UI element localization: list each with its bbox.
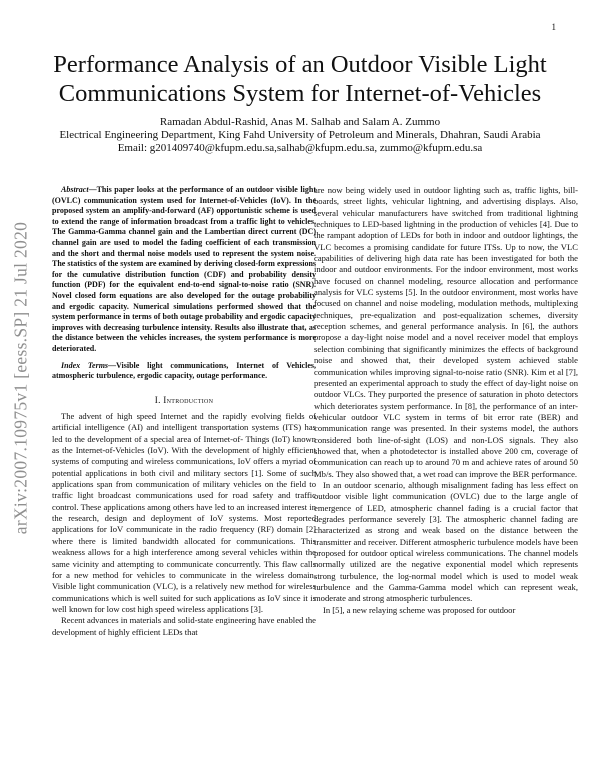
authors: Ramadan Abdul-Rashid, Anas M. Salhab and Salam A. Zummo [159, 116, 441, 128]
section-heading: I. Introduction [154, 394, 214, 405]
right-column [314, 185, 578, 616]
paragraph: are now being widely used in outdoor lighting such as, traffic lights, bill-boards, street lights, vehicular lightning, and advertising displays. Also, several vehicular manufacturers have switched from traditional lightning techniques to LED-based lightning in the production of vehicles [4]. Due to the rampant adoption of LEDs for both in indoor and outdoor lightings, the VLC becomes a promising candidate for future ITSs. Up to now, the VLC capabilities of delivering high data rate has been investigated for both the indoor and outdoor environments. For the indoor environment, most works have focused on channel modeling, resource allocation and performance analysis for VLC systems [5]. In the outdoor environment, most works have focused on channel and noise modeling, modulation methods, multiplexing techniques, pre-equalization and post-equalization schemes, diversity reception schemes, and general performance analysis. In [6], the authors propose a day-light noise model and a novel receiver model that employs selection combining that significantly minimizes the effects of background noise and showed that, their developed system achieved stable communication whiles improving signal-to-noise ratio (SNR). Kim et al [7], presented an experimental approach to study the effect of day-light noise on outdoor VLCs. They purported the presence of saturation in photo detectors which deteriorates system performance. In [8], the performance of an inter-vehicular outdoor VLC system in terms of bit error rate (BER) and communication range was presented. In their systems model, the authors considered both line-of-sight (LOS) and non-LOS signals. They also showed that, when a photodetector is installed above 200 cm, coverage of communication can reach up to around 70 m and achieve rates of around 50 Mb/s. They also showed that, a wet road can improve the BER performance. [314, 185, 578, 479]
author-block [40, 116, 560, 155]
index-terms-label: Index Terms [61, 360, 109, 370]
paragraph: In an outdoor scenario, although misalignment fading has less effect on outdoor visible light communication (OVLC) due to the large angle of emergence of LED, atmospheric channel fading is a crucial factor that degrades performance severely [3]. The atmospheric channel fading are characterized as strong and weak based on the distance between the transmitter and receiver. Different atmospheric turbulence models have been proposed for outdoor optical wireless communications. The channel models normally utilized are the negative exponential model which represents strong turbulence, the log-normal model which is used to model weak turbulence and the Gamma-Gamma model which can represent weak, moderate and strong atmospheric turbulences. [314, 479, 578, 604]
affiliation: Electrical Engineering Department, King Fahd University of Petroleum and Minerals, Dhahran, Saudi Arabia [59, 129, 541, 141]
index-terms-text: —Visible light communications, Internet of Vehicles, atmospheric turbulence, ergodic capacity, outage performance. [52, 360, 316, 381]
left-column [52, 185, 316, 638]
paragraph: Recent advances in materials and solid-state engineering have enabled the development of highly efficient LEDs that [52, 615, 316, 637]
abstract [52, 185, 316, 355]
title-line-1: Performance Analysis of an Outdoor Visible Light [53, 51, 547, 78]
arxiv-id: arXiv:2007.10975v1 [eess.SP] 21 Jul 2020 [10, 221, 31, 535]
page-number: 1 [551, 22, 556, 32]
abstract-label: Abstract [61, 185, 89, 194]
paper-title [40, 50, 560, 108]
index-terms [52, 361, 316, 382]
email: Email: g201409740@kfupm.edu.sa,salhab@kfupm.edu.sa, zummo@kfupm.edu.sa [117, 142, 483, 154]
arxiv-watermark [6, 188, 36, 568]
paragraph: The advent of high speed Internet and the rapidly evolving fields of artificial intelligence (AI) and intelligent transportation systems (ITS) has led to the development of a special area of Internet-of- Things (IoT) known as the Internet-of-Vehicles (IoV). With the development of highly efficient systems of computing and wireless communications, IoV offers a myriad of potential applications in both civil and military sectors [1]. Some of such applications span from communication of military vehicles on the field to traffic light broadcast communications used for road safety and traffic control. These applications among others have led to an increased interest in the research, design and deployment of IoV systems. Most reported applications for IoV communicate in the radio frequency (RF) domain [2] where there is limited bandwidth allocated for communications. This weakness allows for a high interference among several vehicles within the same vicinity and attempting to communicate concurrently. This flaw calls for a new method for vehicles to communicate in the wireless domain. Visible light communication (VLC), is a relatively new method for wireless communications which is well suited for such applications as IoV since it is well known for low cost high speed wireless applications [3]. [52, 411, 316, 614]
abstract-text: —This paper looks at the performance of an outdoor visible light (OVLC) communication system used for Internet-of-Vehicles (IoV). In the proposed system an amplify-and-forward (AF) opportunistic scheme is used to extend the range of information broadcast from a traffic light to vehicles. The Gamma-Gamma channel gain and the Lambertian direct current (DC) channel gain are used to model the fading coefficient of each transmission and the short and thermal noise models used to represent the system noise. The statistics of the system are examined by deriving closed-form expressions for the cumulative distribution function (CDF) and probability density function (PDF) for the equivalent end-to-end signal-to-noise ratio (SNR). Novel closed form equations are also developed for the outage probability and ergodic capacity. Numerical simulations performed showed that the system performance in terms of both outage probability and ergodic capacity improves with decreasing turbulence intensity. Results also illustrate that, as the distance between the vehicles increases, the system performance is more deteriorated. [52, 185, 316, 353]
paragraph: In [5], a new relaying scheme was proposed for outdoor [323, 604, 516, 615]
title-line-2: Communications System for Internet-of-Vehicles [58, 80, 542, 107]
